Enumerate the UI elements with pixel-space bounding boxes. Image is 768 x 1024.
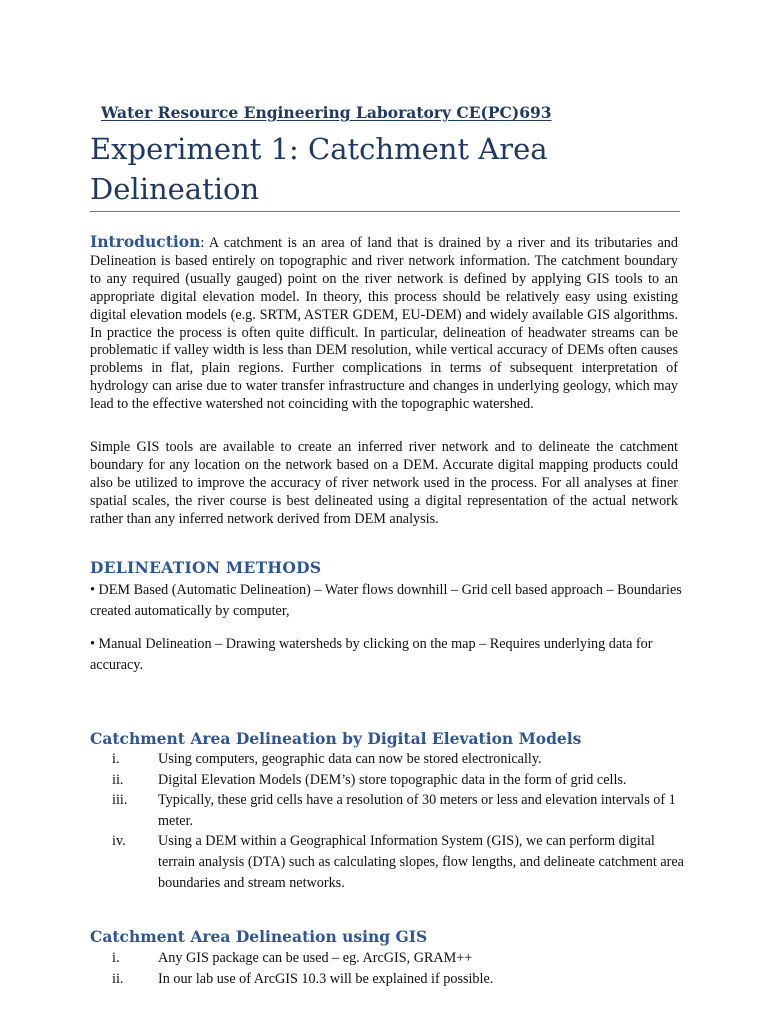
list-item: iv. Using a DEM within a Geographical Information System (GIS), we can perform digital terrain analysis (DTA) such as calculating slopes, flow lengths, and delineate catchment area boundaries and stream networks.	[112, 833, 684, 891]
list-item: i. Using computers, geographic data can now be stored electronically.	[112, 751, 542, 767]
introduction-paragraph	[90, 233, 678, 414]
introduction-text: : A catchment is an area of land that is drained by a river and its tributaries and Delineation is based entirely on topographic and river network information. The catchment boundary to any required (usually gauged) point on the river network is defined by applying GIS tools to an appropriate digital elevation model. In theory, this process should be relatively easy using existing digital elevation models (e.g. SRTM, ASTER GDEM, EU-DEM) and widely available GIS algorithms. In practice the process is often quite difficult. In particular, delineation of headwater streams can be problematic if valley width is less than DEM resolution, while vertical accuracy of DEMs often causes problems in flat, plain regions. Further complications in terms of subsequent interpretation of hydrology can arise due to water transfer infrastructure and changes in underlying geology, which may lead to the effective watershed not coinciding with the topographic watershed.	[90, 235, 678, 413]
title-divider	[90, 211, 680, 212]
dem-section-heading: Catchment Area Delineation by Digital Elevation Models	[90, 729, 582, 748]
method-bullet-dem: • DEM Based (Automatic Delineation) – Water flows downhill – Grid cell based approach – Boundaries created automatically by computer,	[90, 582, 682, 619]
list-item: ii. In our lab use of ArcGIS 10.3 will be explained if possible.	[112, 970, 494, 987]
experiment-title: Experiment 1: Catchment Area Delineation	[90, 132, 548, 206]
delineation-methods-heading: DELINEATION METHODS	[90, 558, 322, 577]
list-item: i. Any GIS package can be used – eg. ArcGIS, GRAM++	[112, 950, 473, 966]
course-title: Water Resource Engineering Laboratory CE(PC)693	[101, 103, 552, 122]
list-item: iii. Typically, these grid cells have a resolution of 30 meters or less and elevation intervals of 1 meter.	[112, 792, 676, 829]
introduction-paragraph-2: Simple GIS tools are available to create an inferred river network and to delineate the catchment boundary for any location on the network based on a DEM. Accurate digital mapping products could also be utilized to improve the accuracy of river network used in the process. For all analyses at finer spatial scales, the river course is best delineated using a digital representation of the actual network rather than any inferred network derived from DEM analysis.	[90, 439, 678, 527]
gis-section-list	[90, 948, 690, 989]
introduction-heading: Introduction	[90, 232, 201, 251]
method-bullet-manual: • Manual Delineation – Drawing watersheds by clicking on the map – Requires underlying data for accuracy.	[90, 636, 653, 673]
gis-section-heading: Catchment Area Delineation using GIS	[90, 927, 428, 946]
list-item: ii. Digital Elevation Models (DEM’s) store topographic data in the form of grid cells.	[112, 771, 627, 788]
dem-section-list	[90, 749, 690, 893]
